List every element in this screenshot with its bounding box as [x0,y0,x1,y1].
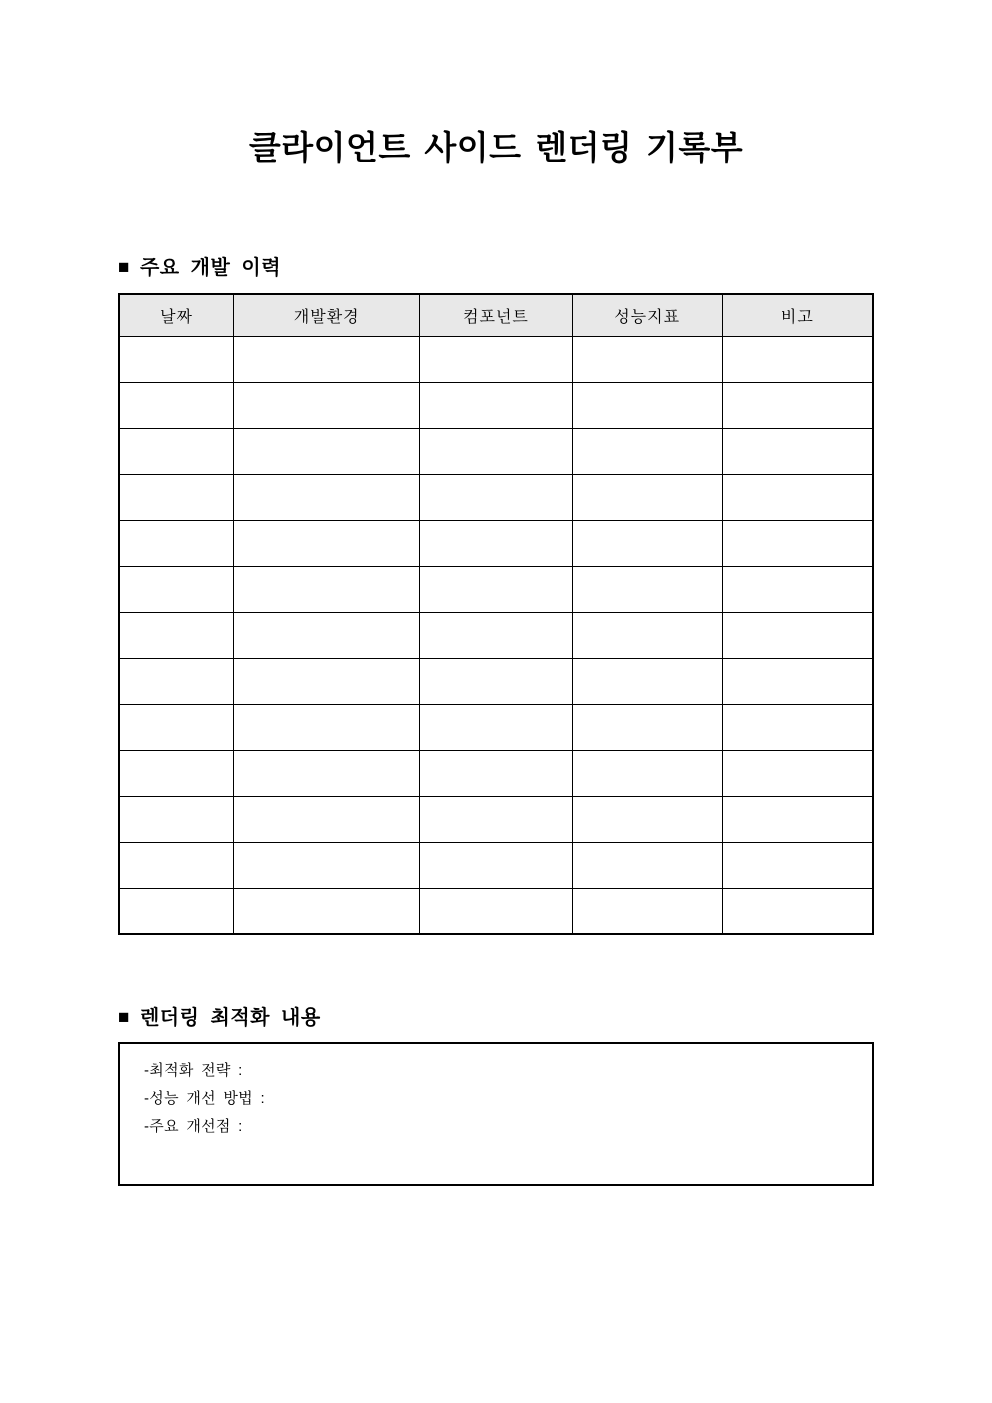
table-cell [420,750,572,796]
table-cell [119,382,234,428]
table-cell [420,428,572,474]
table-cell [119,474,234,520]
table-row [119,796,873,842]
table-cell [572,336,722,382]
table-cell [572,520,722,566]
table-cell [234,474,420,520]
table-cell [722,612,873,658]
table-cell [119,336,234,382]
table-cell [119,750,234,796]
table-cell [420,474,572,520]
table-cell [420,842,572,888]
table-cell [119,428,234,474]
document-content [118,0,874,1186]
table-cell [572,750,722,796]
table-cell [572,612,722,658]
optimization-section-heading [118,1005,874,1031]
optimization-line: -주요 개선점 : [144,1118,243,1135]
table-cell [119,566,234,612]
table-cell [119,842,234,888]
table-cell [572,796,722,842]
table-cell [420,888,572,934]
document-title: 클라이언트 사이드 렌더링 기록부 [248,129,744,166]
table-cell [420,520,572,566]
table-cell [722,520,873,566]
table-cell [420,336,572,382]
table-cell [119,704,234,750]
table-cell [420,796,572,842]
table-cell [722,658,873,704]
optimization-notes-box [118,1042,874,1186]
table-cell [420,612,572,658]
square-bullet-icon: ■ [118,257,130,278]
column-header: 컴포넌트 [420,294,572,336]
table-cell [234,704,420,750]
table-cell [119,888,234,934]
table-cell [234,428,420,474]
table-cell [420,704,572,750]
table-cell [572,704,722,750]
table-cell [722,888,873,934]
table-cell [119,796,234,842]
optimization-line: -성능 개선 방법 : [144,1090,265,1107]
table-cell [722,428,873,474]
table-cell [119,520,234,566]
table-cell [572,658,722,704]
table-cell [722,566,873,612]
table-cell [119,612,234,658]
table-cell [572,382,722,428]
table-cell [722,796,873,842]
optimization-section [118,1005,874,1186]
table-cell [420,566,572,612]
table-row [119,566,873,612]
development-history-table [118,293,874,935]
table-cell [722,336,873,382]
table-cell [119,658,234,704]
table-row [119,888,873,934]
table-cell [722,842,873,888]
table-row [119,750,873,796]
table-cell [234,658,420,704]
table-row [119,428,873,474]
table-header-row [119,294,873,336]
table-cell [572,566,722,612]
table-cell [234,796,420,842]
table-cell [722,750,873,796]
table-row [119,658,873,704]
table-body [119,336,873,934]
square-bullet-icon: ■ [118,1007,130,1028]
table-cell [234,842,420,888]
history-section-title: 주요 개발 이력 [139,257,282,279]
table-cell [572,428,722,474]
table-cell [420,658,572,704]
table-row [119,520,873,566]
column-header: 성능지표 [572,294,722,336]
column-header: 날짜 [119,294,234,336]
table-cell [234,888,420,934]
column-header: 개발환경 [234,294,420,336]
optimization-section-title: 렌더링 최적화 내용 [139,1007,321,1029]
table-cell [234,566,420,612]
table-cell [234,336,420,382]
table-cell [234,750,420,796]
table-cell [722,704,873,750]
table-row [119,612,873,658]
table-cell [234,520,420,566]
history-section-heading [118,255,874,281]
column-header: 비고 [722,294,873,336]
table-row [119,382,873,428]
table-cell [722,474,873,520]
history-section [118,255,874,935]
table-cell [234,382,420,428]
table-row [119,704,873,750]
optimization-line: -최적화 전략 : [144,1062,243,1079]
table-row [119,336,873,382]
table-cell [420,382,572,428]
table-cell [572,888,722,934]
table-cell [572,842,722,888]
table-row [119,842,873,888]
table-cell [722,382,873,428]
table-cell [234,612,420,658]
table-row [119,474,873,520]
table-cell [572,474,722,520]
